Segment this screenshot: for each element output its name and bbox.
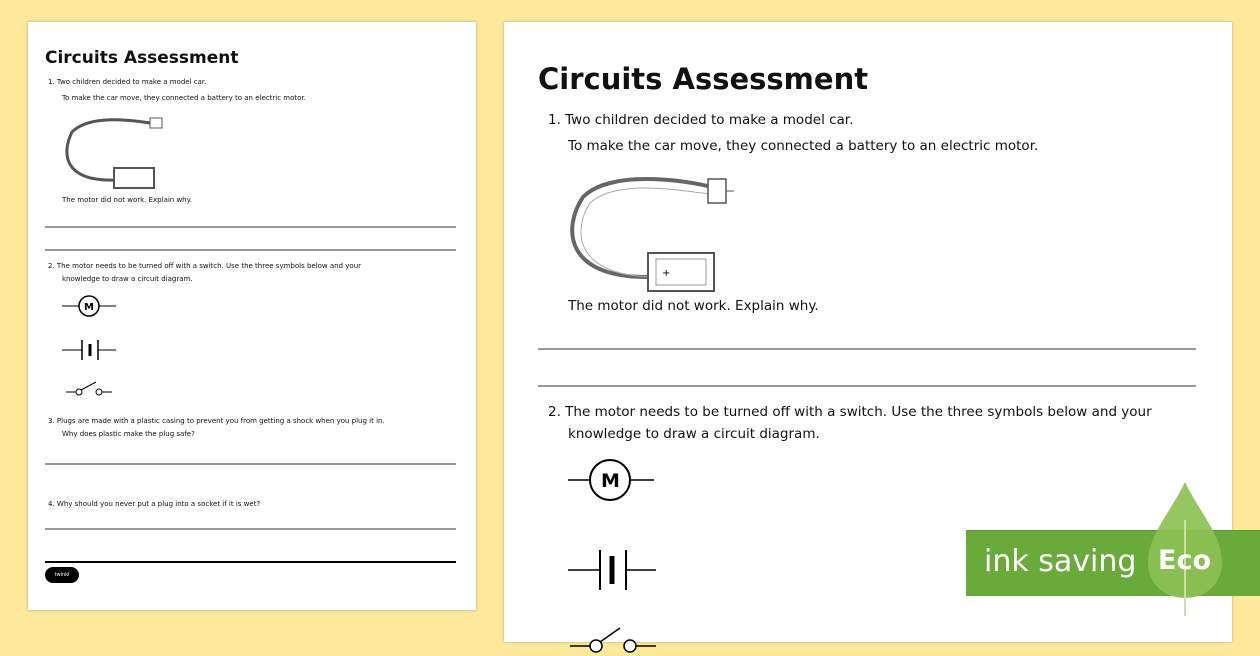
q1-text-2: To make the car move, they connected a battery to an electric motor. xyxy=(62,94,306,102)
q1-prompt: The motor did not work. Explain why. xyxy=(62,196,192,204)
q1-text: 1. Two children decided to make a model car. xyxy=(548,112,854,128)
q1-text: 1. Two children decided to make a model car. xyxy=(48,78,207,86)
q2-text-2: knowledge to draw a circuit diagram. xyxy=(568,426,820,442)
q4-text: 4. Why should you never put a plug into a socket if it is wet? xyxy=(48,500,261,508)
worksheet-thumbnail[interactable] xyxy=(28,22,476,610)
q3-text-2: Why does plastic make the plug safe? xyxy=(62,430,195,438)
q1-prompt: The motor did not work. Explain why. xyxy=(568,298,819,314)
ink-saving-label: ink saving xyxy=(984,544,1137,579)
q3-text: 3. Plugs are made with a plastic casing to prevent you from getting a shock when you plug it in. xyxy=(48,417,385,425)
q2-text: 2. The motor needs to be turned off with a switch. Use the three symbols below and your xyxy=(48,262,362,270)
battery-motor-illustration xyxy=(62,112,172,192)
battery-plus-label: + xyxy=(662,268,671,279)
motor-symbol-label: M xyxy=(84,302,94,313)
circuit-symbols xyxy=(62,294,122,404)
page-title: Circuits Assessment xyxy=(45,48,239,68)
motor-symbol-label: M xyxy=(601,470,620,492)
circuit-symbols xyxy=(566,456,666,656)
page-title: Circuits Assessment xyxy=(538,62,869,96)
q2-text: 2. The motor needs to be turned off with a switch. Use the three symbols below and your xyxy=(548,404,1152,420)
q1-text-2: To make the car move, they connected a battery to an electric motor. xyxy=(568,138,1039,154)
battery-motor-illustration xyxy=(568,167,738,297)
eco-label: Eco xyxy=(1158,545,1211,576)
q2-text-2: knowledge to draw a circuit diagram. xyxy=(62,275,193,283)
twinkl-logo: twinkl xyxy=(45,567,79,583)
